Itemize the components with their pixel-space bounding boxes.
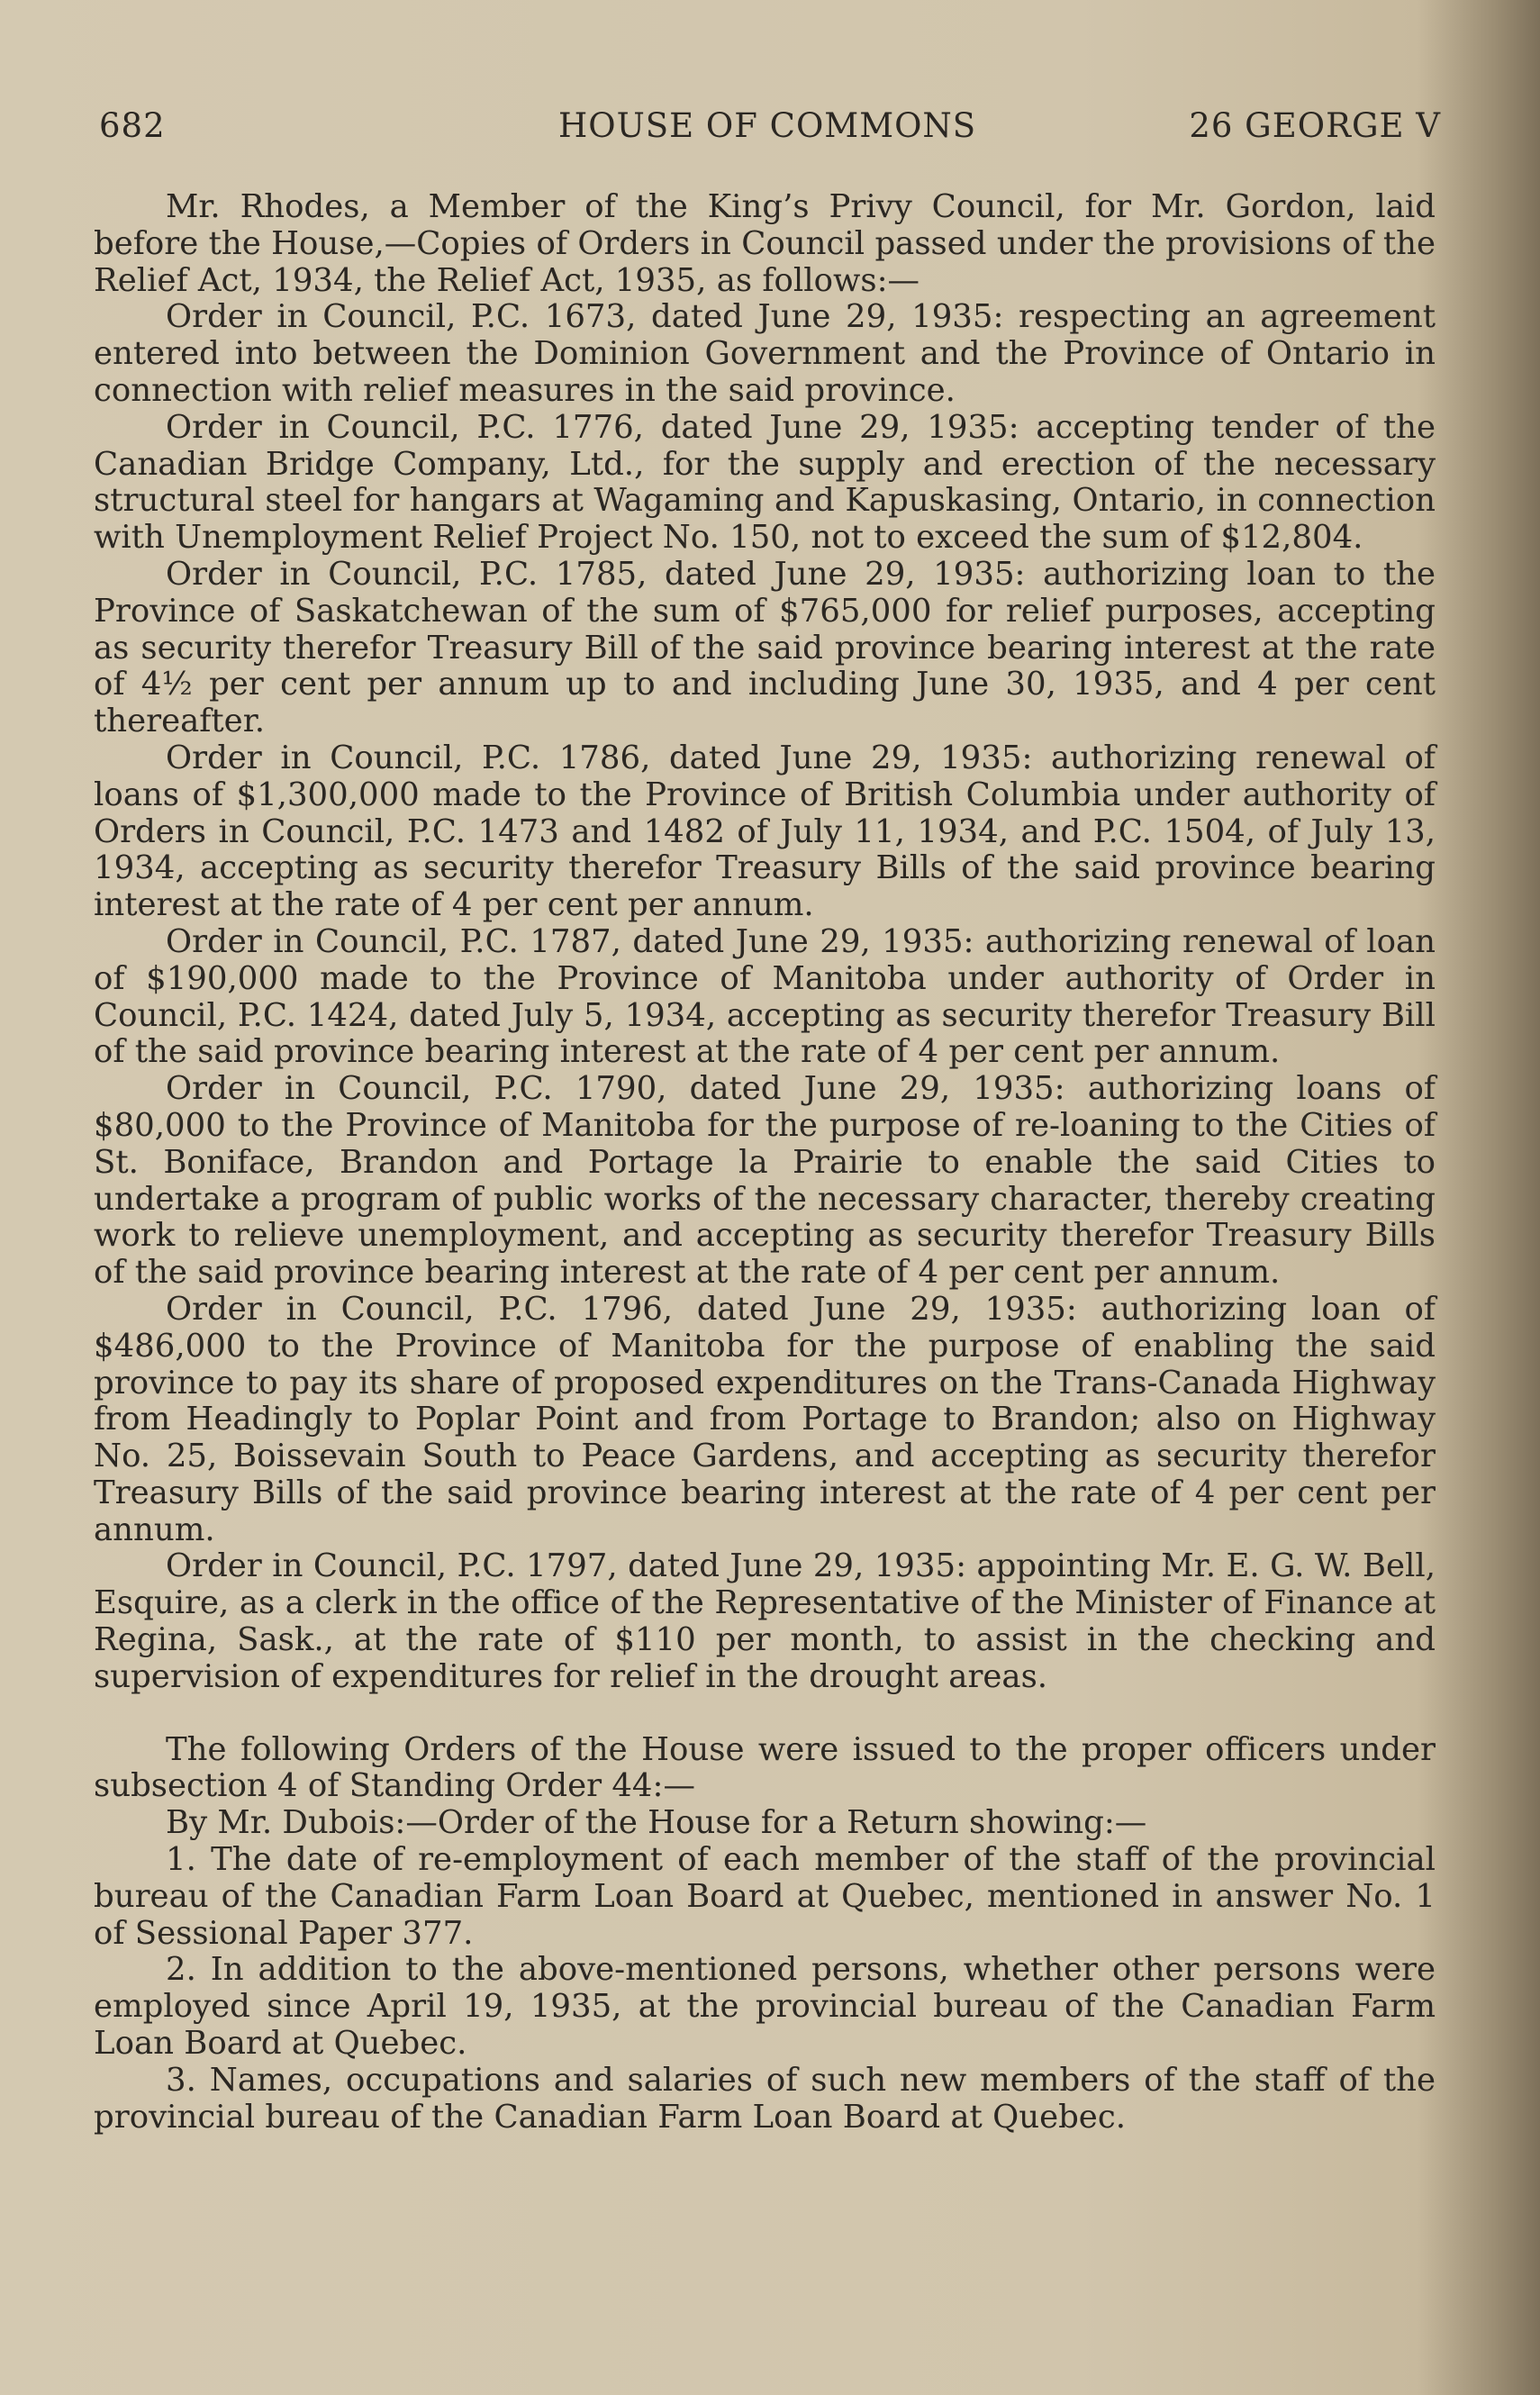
running-title: HOUSE OF COMMONS bbox=[558, 106, 977, 145]
return-request: By Mr. Dubois:—Order of the House for a Return showing:— bbox=[166, 1804, 1147, 1842]
orders-of-house-intro: The following Orders of the House were issued to the proper officers under subsection 4 of Standing Order 44:— bbox=[94, 1730, 1436, 1805]
order-pc-1786: Order in Council, P.C. 1786, dated June 29, 1935: authorizing renewal of loans of $1,300,000 made to the Province of British Columbia under authority of Orders in Council, P.C. 1473 and 1482 of July 11, 1934, and P.C. 1504, of July 13, 1934, accepting as security therefor Treasury Bills of the said province bearing interest at the rate of 4 per cent per annum. bbox=[94, 739, 1436, 924]
regnal-year: 26 GEORGE V bbox=[1189, 106, 1441, 145]
return-item-2: 2. In addition to the above-mentioned persons, whether other persons were employed since April 19, 1935, at the provincial bureau of the Canadian Farm Loan Board at Quebec. bbox=[94, 1951, 1436, 2063]
order-pc-1797: Order in Council, P.C. 1797, dated June 29, 1935: appointing Mr. E. G. W. Bell, Esquire, as a clerk in the office of the Representative of the Minister of Finance at Regina, Sask., at the rate of $110 per month, to assist in the checking and supervision of expenditures for relief in the drought areas. bbox=[94, 1547, 1436, 1695]
return-item-3: 3. Names, occupations and salaries of such new members of the staff of the provincial bureau of the Canadian Farm Loan Board at Quebec. bbox=[94, 2061, 1436, 2136]
intro-paragraph: Mr. Rhodes, a Member of the King’s Privy Council, for Mr. Gordon, laid before the House,—Copies of Orders in Council passed under the provisions of the Relief Act, 1934, the Relief Act, 1935, as follows:— bbox=[94, 188, 1436, 299]
order-pc-1787: Order in Council, P.C. 1787, dated June 29, 1935: authorizing renewal of loan of $190,000 made to the Province of Manitoba under authority of Order in Council, P.C. 1424, dated July 5, 1934, accepting as security therefor Treasury Bill of the said province bearing interest at the rate of 4 per cent per annum. bbox=[94, 922, 1436, 1071]
page-header bbox=[99, 106, 1441, 160]
return-item-1: 1. The date of re-employment of each member of the staff of the provincial bureau of the Canadian Farm Loan Board at Quebec, mentioned in answer No. 1 of Sessional Paper 377. bbox=[94, 1841, 1436, 1952]
order-pc-1785: Order in Council, P.C. 1785, dated June 29, 1935: authorizing loan to the Province of Saskatchewan of the sum of $765,000 for relief purposes, accepting as security therefor Treasury Bill of the said province bearing interest at the rate of 4½ per cent per annum up to and including June 30, 1935, and 4 per cent thereafter. bbox=[94, 555, 1436, 740]
page-body bbox=[94, 189, 1436, 2136]
order-pc-1796: Order in Council, P.C. 1796, dated June 29, 1935: authorizing loan of $486,000 to the Province of Manitoba for the purpose of enabling the said province to pay its share of proposed expenditures on the Trans-Canada Highway from Headingly to Poplar Point and from Portage to Brandon; also on Highway No. 25, Boissevain South to Peace Gardens, and accepting as security therefor Treasury Bills of the said province bearing interest at the rate of 4 per cent per annum. bbox=[94, 1290, 1436, 1548]
page-number: 682 bbox=[99, 106, 166, 145]
order-pc-1776: Order in Council, P.C. 1776, dated June 29, 1935: accepting tender of the Canadian Bridge Company, Ltd., for the supply and erection of the necessary structural steel for hangars at Wagaming and Kapuskasing, Ontario, in connection with Unemployment Relief Project No. 150, not to exceed the sum of $12,804. bbox=[94, 408, 1436, 557]
order-pc-1790: Order in Council, P.C. 1790, dated June 29, 1935: authorizing loans of $80,000 to the Province of Manitoba for the purpose of re-loaning to the Cities of St. Boniface, Brandon and Portage la Prairie to enable the said Cities to undertake a program of public works of the necessary character, thereby creating work to relieve unemployment, and accepting as security therefor Treasury Bills of the said province bearing interest at the rate of 4 per cent per annum. bbox=[94, 1070, 1436, 1292]
order-pc-1673: Order in Council, P.C. 1673, dated June 29, 1935: respecting an agreement entered into between the Dominion Government and the Province of Ontario in connection with relief measures in the said province. bbox=[94, 298, 1436, 409]
